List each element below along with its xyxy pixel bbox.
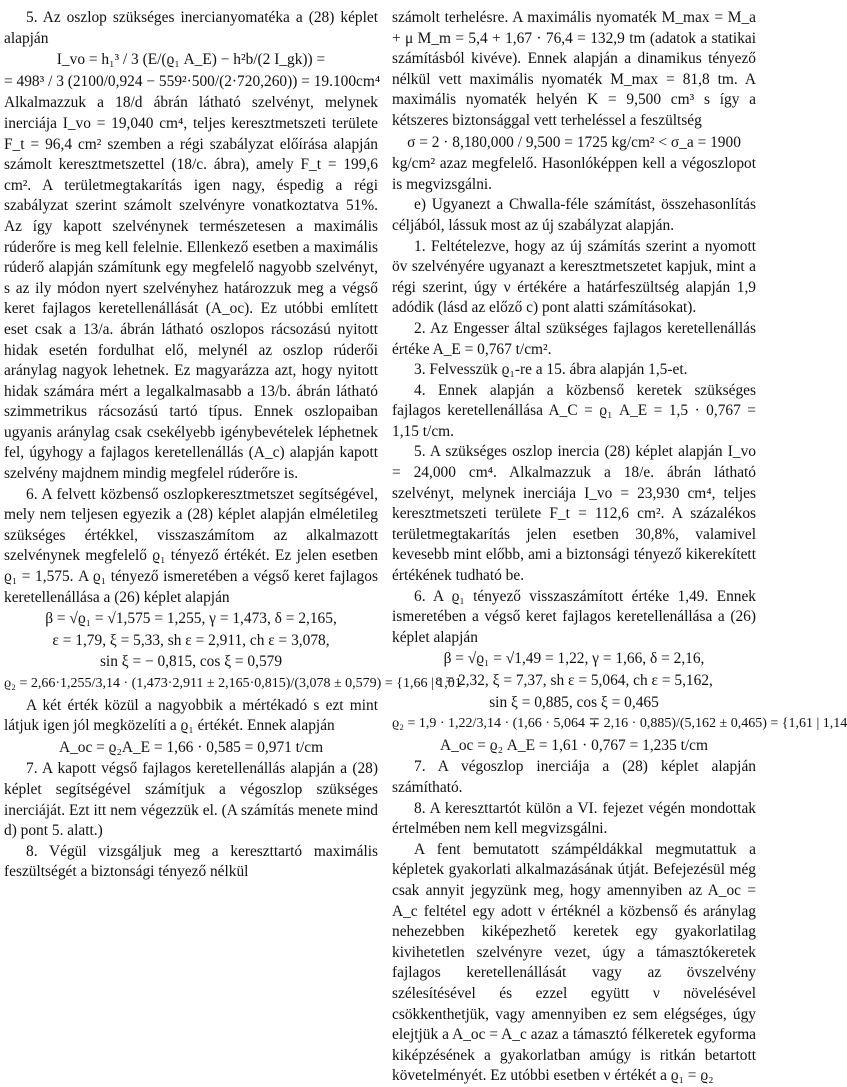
paragraph-e: e) Ugyanezt a Chwalla-féle számítást, összehasonlítás céljából, lássuk most az új szabályzat alapján. (392, 196, 756, 234)
left-column (4, 8, 462, 883)
equation-sigma: σ = 2 · 8,180,000 / 9,500 = 1725 kg/cm² < σ_a = 1900 (407, 133, 741, 151)
equation-epsilon: ε = 1,79, ξ = 5,33, sh ε = 2,911, ch ε = 3,078, (52, 631, 330, 649)
paragraph-8: 8. Végül vizsgáljuk meg a kereszttartó maximális feszültségét a biztonsági tényező nélkül (4, 842, 378, 881)
paragraph-6: 6. A felvett közbenső oszlopkeresztmetszet segítségével, mely nem teljesen egyezik a (28) képlet alapján elméletileg szükséges értékkel, visszaszámítom az alkalmazott szelvénynek megfelelő ϱ₁ tényező értékét. Ez jelen esetben ϱ₁ = 1,575. A ϱ₁ tényező ismeretében a végső keret fajlagos keretellenállása a (26) képlet alapján (4, 485, 378, 606)
paragraph-r1: 1. Feltételezve, hogy az új számítás szerint a nyomott öv szelvényére ugyanazt a keresztmetszetet kapjuk, mint a régi szerint, úgy ν értékére a határfeszültség alapján 1,9 adódik (lásd az előző c) pont alatti számításokat). (392, 237, 756, 317)
paragraph-r2: 2. Az Engesser által szükséges fajlagos keretellenállás értéke A_E = 0,767 t/cm². (392, 319, 756, 358)
paragraph-7: 7. A kapott végső fajlagos keretellenállás alapján a (28) képlet segítségével számítjuk a végoszlop szükséges inerciáját. Ezt itt nem végezzük el. (A számítás menete mind d) pont 5. alatt.) (4, 760, 378, 840)
paragraph-r7: 7. A végoszlop inerciája a (28) képlet alapján számítható. (392, 758, 756, 796)
equation-rho2: ϱ₂ = 2,66·1,255/3,14 · (1,473·2,911 ± 2,165·0,815)/(3,078 ± 0,579) = {1,66 | 1,01 (4, 676, 462, 691)
equation-epsilon-r: ε = 2,32, ξ = 7,37, sh ε = 5,064, ch ε = 5,162, (435, 672, 713, 689)
paragraph-r5: 5. A szükséges oszlop inercia (28) képlet alapján I_vo = 24,000 cm⁴. Alkalmazzuk a 18/e. ábrán látható szelvényt, melynek inerciája I_vo = 23,930 cm⁴, teljes keresztmetszeti területe F_t = 112,6 cm². A százalékos területmegtakarítás jelen esetben 30,8%, valamivel kevesebb mint előbb, ami a biztonsági tényező kikerekített értékének tudható be. (392, 443, 756, 585)
paragraph-5: 5. Az oszlop szükséges inercianyomatéka a (28) képlet alapján (4, 9, 378, 47)
paragraph-ket-ertek: A két érték közül a nagyobbik a mértékadó s ezt mint látjuk igen jól megközelíti a ϱ₁ értékét. Ennek alapján (4, 696, 378, 735)
equation-inertia: I_vo = h₁³ / 3 (E/(ϱ₁ A_E) − h²b/(2 I_gk)) = (56, 51, 326, 69)
paragraph-r4: 4. Ennek alapján a közbenső keretek szükséges fajlagos keretellenállása A_C = ϱ₁ A_E = 1,5 · 0,767 = 1,15 t/cm. (392, 381, 756, 440)
paragraph-fent: A fent bemutatott számpéldákkal megmutattuk a képletek gyakorlati alkalmazásának útját. Befejezésül még csak annyit jegyzünk meg, hogy amennyiben az A_oc = A_c feltétel egy adott ν értéknél a közbenső és aránylag nehezebben kiképezhető keretek egy gyakorlatilag kivihetetlen szelvényre vezet, úgy a támasztókeretek fajlagos keretellenállását vagy az övszelvény szélesítésével és ezzel együtt ν növelésével csökkenthetjük, vagy amennyiben ez sem elégséges, úgy elejtjük a A_oc = A_c azaz a támasztó félkeretek egyforma kiképzésének a gyakorlatban amúgy is ritkán betartott követelményét. Ez utóbbi esetben ν értékét a ϱ₁ = ϱ₂ (392, 840, 756, 1085)
equation-aoc-r: A_oc = ϱ₂ A_E = 1,61 · 0,767 = 1,235 t/cm (440, 736, 708, 754)
paragraph-r3: 3. Felvesszük ϱ₁-re a 15. ábra alapján 1,5-et. (414, 361, 688, 379)
right-column (392, 8, 847, 1087)
paragraph-szamolt: számolt terhelésre. A maximális nyomaték M_max = M_a + μ M_m = 5,4 + 1,67 · 76,4 = 132,9 tm (adatok a statikai számításból kivéve). Ennek alapján a dinamikus tényező nélkül vett maximális nyomaték M_max = 81,8 tm. A maximális nyomaték helyén K = 9,500 cm³ s így a kétszeres biztonsággal vett terheléssel a feszültség (392, 9, 756, 129)
equation-sin-r: sin ξ = 0,885, cos ξ = 0,465 (489, 693, 659, 711)
paragraph-kgcm: kg/cm² azaz megfelelő. Hasonlóképpen kell a végoszlopot is megvizsgálni. (392, 155, 756, 193)
equation-beta-r: β = √ϱ₁ = √1,49 = 1,22, γ = 1,66, δ = 2,16, (443, 650, 705, 668)
paragraph-r6: 6. A ϱ₁ tényező visszaszámított értéke 1,49. Ennek ismeretében a végső keret fajlagos keretellenállása a (26) képlet alapján (392, 587, 756, 646)
equation-inertia-result: = 498³ / 3 (2100/0,924 − 559²·500/(2·720,260)) = 19.100cm⁴ (4, 72, 381, 90)
equation-beta: β = √ϱ₁ = √1,575 = 1,255, γ = 1,473, δ = 2,165, (45, 610, 337, 628)
equation-rho2-r: ϱ₂ = 1,9 · 1,22/3,14 · (1,66 · 5,064 ∓ 2,16 · 0,885)/(5,162 ± 0,465) = {1,61 | 1,14 (392, 716, 847, 732)
equation-aoc: A_oc = ϱ₂A_E = 1,66 · 0,585 = 0,971 t/cm (58, 738, 324, 756)
equation-sin: sin ξ = − 0,815, cos ξ = 0,579 (99, 653, 283, 671)
paragraph-r8: 8. A kereszttartót külön a VI. fejezet végén mondottak értelmében nem kell megvizsgálni. (392, 799, 756, 838)
paragraph-alkalmazzuk: Alkalmazzuk a 18/d ábrán látható szelvényt, melynek inerciája I_vo = 19,040 cm⁴, teljes keresztmetszeti területe F_t = 96,4 cm² szemben a régi szabályzat előírása alapján számolt keresztmetszettel (18/c. ábra), amely F_t = 199,6 cm². A területmegtakarítás igen nagy, éspedig a régi szabályzat szerint számolt szelvényre vonatkoztatva 51%. Az így kapott szelvénynek természetesen a maximális rúderőre is meg kell felelnie. Ellenkező esetben a maximális rúderő alapján számítunk egy megfelelő nagyobb szelvényt, s az ily módon nyert szelvényhez határozzuk meg a végső keret fajlagos keretellenállását (A_oc). Ez utóbbi említett eset csak a 13/a. ábrán látható oszlopos rácsozású nyitott hidak esetén fordulhat elő, melynél az oszlop rúderői aránylag nagyok lehetnek. Ez magyarázza azt, hogy nyitott hidak számára mért a legalkalmasabb a 13/b. ábrán látható szimmetrikus rácsozású tartó típus. Ennek oszlopaiban ugyanis aránylag csak csekélyebb igénybevételek léphetnek fel, úgyhogy a fajlagos keretellenállás (A_c) alapján kapott szelvény majdnem mindig megfelel rúderőre is. (4, 94, 378, 483)
